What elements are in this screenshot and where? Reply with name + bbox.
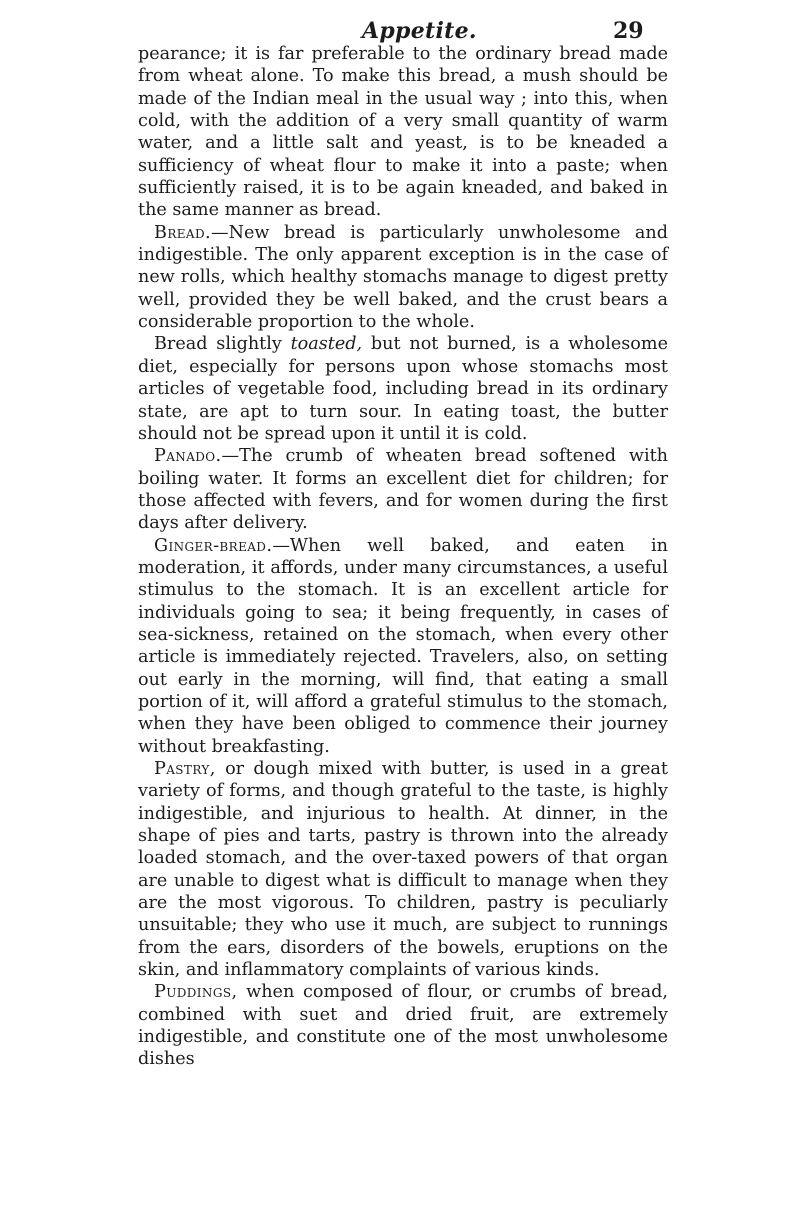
paragraph-panado — [138, 445, 668, 534]
paragraph-text: when composed of flour, or crumbs of bread, combined with suet and dried fruit, are extremely indigestible, and constitute one of the most unwholesome dishes — [138, 982, 668, 1070]
paragraph-ginger-bread — [138, 535, 668, 758]
paragraph-heading: Puddings, — [154, 982, 238, 1003]
paragraph-pastry — [138, 758, 668, 981]
paragraph-toasted-bread — [138, 333, 668, 445]
paragraph-heading: Pastry, — [154, 759, 216, 779]
paragraph-lead: Bread slightly — [154, 334, 291, 355]
paragraph-heading: Panado. — [154, 446, 222, 467]
body-text — [138, 43, 668, 1071]
paragraph-text: —The crumb of wheaten bread softened with boiling water. It forms an excellent diet for children; for those affected with fevers, and for women during the first days after delivery. — [138, 446, 668, 534]
paragraph-text: pearance; it is far preferable to the ordinary bread made from wheat alone. To make this bread, a mush should be made of the Indian meal in the usual way ; into this, when cold, with the addition of a very small quantity of warm water, and a little salt and yeast, is to be kneaded a sufficiency of wheat flour to make it into a paste; when sufficiently raised, it is to be again kneaded, and baked in the same manner as bread. — [138, 44, 668, 221]
paragraph-bread — [138, 222, 668, 334]
page-header — [0, 16, 800, 46]
paragraph-heading: Bread. — [154, 222, 212, 243]
paragraph-cornbread-continued — [138, 43, 668, 222]
page-number: 29 — [613, 18, 644, 44]
paragraph-heading: Ginger-bread. — [154, 535, 273, 556]
paragraph-text: but not burned, is a wholesome diet, especially for persons upon whose stomachs most articles of vegetable food, including bread in its ordinary state, are apt to turn sour. In eating toast, the butter should not be spread upon it until it is cold. — [138, 334, 668, 444]
running-title: Appetite. — [362, 18, 477, 44]
paragraph-emphasis: toasted, — [290, 334, 363, 355]
paragraph-text: —New bread is particularly unwholesome and indigestible. The only apparent exception is in the case of new rolls, which healthy stomachs manage to digest pretty well, provided they be well baked, and the crust bears a considerable proportion to the whole. — [138, 222, 668, 333]
paragraph-text: or dough mixed with butter, is used in a great variety of forms, and though grateful to the taste, is highly indigestible, and injurious to health. At dinner, in the shape of pies and tarts, pastry is thrown into the already loaded stomach, and the over-taxed powers of that organ are unable to digest what is difficult to manage when they are the most vigorous. To children, pastry is peculiarly unsuitable; they who use it much, are subject to runnings from the ears, disorders of the bowels, eruptions on the skin, and inflammatory complaints of various kinds. — [138, 759, 668, 981]
paragraph-puddings — [138, 981, 668, 1070]
paragraph-text: —When well baked, and eaten in moderation, it affords, under many circumstances, a useful stimulus to the stomach. It is an excellent article for individuals going to sea; it being frequently, in cases of sea-sickness, retained on the stomach, when every other article is immediately rejected. Travelers, also, on setting out early in the morning, will find, that eating a small portion of it, will afford a grateful stimulus to the stomach, when they have been obliged to commence their journey without breakfasting. — [138, 535, 668, 757]
